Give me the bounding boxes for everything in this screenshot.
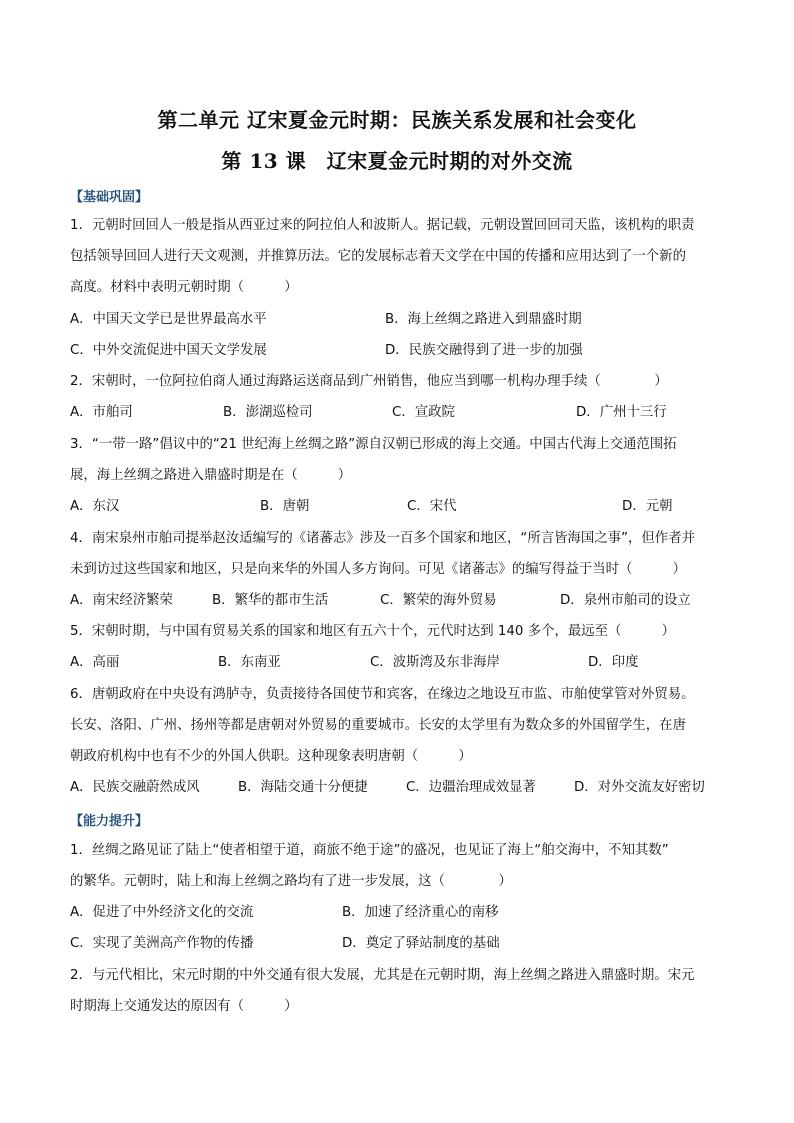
question-line: 包括领导回回人进行天文观测，并推算历法。它的发展标志着天文学在中国的传播和应用达到了一个新的	[70, 249, 686, 264]
option-row	[70, 935, 730, 953]
question-line: 时期海上交通发达的原因有（ ）	[70, 999, 298, 1014]
option-d[interactable]: D．泉州市舶司的设立	[560, 593, 691, 608]
option-row	[70, 311, 730, 329]
option-row	[70, 592, 730, 610]
option-row	[70, 498, 730, 516]
option-c[interactable]: C．波斯湾及东非海岸	[370, 655, 500, 670]
question-line: 展，海上丝绸之路进入鼎盛时期是在（ ）	[70, 468, 352, 483]
option-a[interactable]: A．南宋经济繁荣	[70, 593, 173, 608]
option-row	[70, 654, 730, 672]
option-d[interactable]: D．广州十三行	[576, 405, 667, 420]
unit-title: 第二单元 辽宋夏金元时期：民族关系发展和社会变化	[157, 108, 637, 132]
option-a[interactable]: A．市舶司	[70, 405, 133, 420]
option-c[interactable]: C．中外交流促进中国天文学发展	[70, 343, 267, 358]
question-line: 2．与元代相比，宋元时期的中外交通有很大发展，尤其是在元朝时期，海上丝绸之路进入鼎盛时期。宋元	[70, 968, 695, 983]
option-row	[70, 904, 730, 922]
option-d[interactable]: D．民族交融得到了进一步的加强	[385, 343, 583, 358]
option-row	[70, 779, 730, 797]
option-a[interactable]: A．东汉	[70, 499, 120, 514]
option-b[interactable]: B．唐朝	[260, 499, 310, 514]
lesson-title: 第 13 课 辽宋夏金元时期的对外交流	[221, 149, 573, 173]
option-b[interactable]: B．加速了经济重心的南移	[342, 905, 499, 920]
question-line: 6．唐朝政府在中央设有鸿胪寺，负责接待各国使节和宾客，在缘边之地设互市监、市舶使掌管对外贸易。	[70, 687, 695, 702]
question-line: 未到访过这些国家和地区，只是向来华的外国人多方询问。可见《诸蕃志》的编写得益于当时（ ）	[70, 562, 686, 577]
question-line: 5．宋朝时期，与中国有贸易关系的国家和地区有五六十个，元代时达到 140 多个，最远至（ ）	[70, 624, 675, 639]
option-a[interactable]: A．民族交融蔚然成风	[70, 780, 200, 795]
question-line: 2．宋朝时，一位阿拉伯商人通过海路运送商品到广州销售，他应当到哪一机构办理手续（ ）	[70, 374, 668, 389]
option-d[interactable]: D．印度	[588, 655, 639, 670]
option-b[interactable]: B．海陆交通十分便捷	[238, 780, 368, 795]
question-line: 1．元朝时回回人一般是指从西亚过来的阿拉伯人和波斯人。据记载，元朝设置回回司天监，该机构的职责	[70, 218, 695, 233]
option-d[interactable]: D．对外交流友好密切	[574, 780, 705, 795]
section-advanced-heading: 【能力提升】	[70, 814, 149, 829]
option-b[interactable]: B．繁华的都市生活	[212, 593, 329, 608]
question-line: 3．“一带一路”倡议中的“21 世纪海上丝绸之路”源自汉朝已形成的海上交通。中国古代海上交通范围拓	[70, 437, 677, 452]
option-c[interactable]: C．边疆治理成效显著	[406, 780, 536, 795]
option-b[interactable]: B．澎湖巡检司	[223, 405, 313, 420]
question-line: 1．丝绸之路见证了陆上“使者相望于道，商旅不绝于途”的盛况，也见证了海上“舶交海中，不知其数”	[70, 843, 669, 858]
option-c[interactable]: C．宋代	[407, 499, 457, 514]
option-a[interactable]: A．高丽	[70, 655, 120, 670]
option-c[interactable]: C．繁荣的海外贸易	[380, 593, 497, 608]
option-a[interactable]: A．促进了中外经济文化的交流	[70, 905, 254, 920]
option-d[interactable]: D．奠定了驿站制度的基础	[342, 936, 500, 951]
question-line: 4．南宋泉州市舶司提举赵汝适编写的《诸蕃志》涉及一百多个国家和地区，“所言皆海国之事”，但作者并	[70, 531, 695, 546]
section-basic-heading: 【基础巩固】	[70, 190, 149, 205]
question-line: 朝政府机构中也有不少的外国人供职。这种现象表明唐朝（ ）	[70, 749, 472, 764]
question-line: 的繁华。元朝时，陆上和海上丝绸之路均有了进一步发展，这（ ）	[70, 874, 512, 889]
question-line: 长安、洛阳、广州、扬州等都是唐朝对外贸易的重要城市。长安的太学里有为数众多的外国留学生，在唐	[70, 718, 686, 733]
option-row	[70, 342, 730, 360]
option-d[interactable]: D．元朝	[622, 499, 673, 514]
option-a[interactable]: A．中国天文学已是世界最高水平	[70, 312, 267, 327]
option-b[interactable]: B．东南亚	[218, 655, 281, 670]
option-row	[70, 404, 730, 422]
option-c[interactable]: C．宣政院	[392, 405, 455, 420]
option-b[interactable]: B．海上丝绸之路进入到鼎盛时期	[385, 312, 582, 327]
option-c[interactable]: C．实现了美洲高产作物的传播	[70, 936, 254, 951]
question-line: 高度。材料中表明元朝时期（ ）	[70, 280, 298, 295]
